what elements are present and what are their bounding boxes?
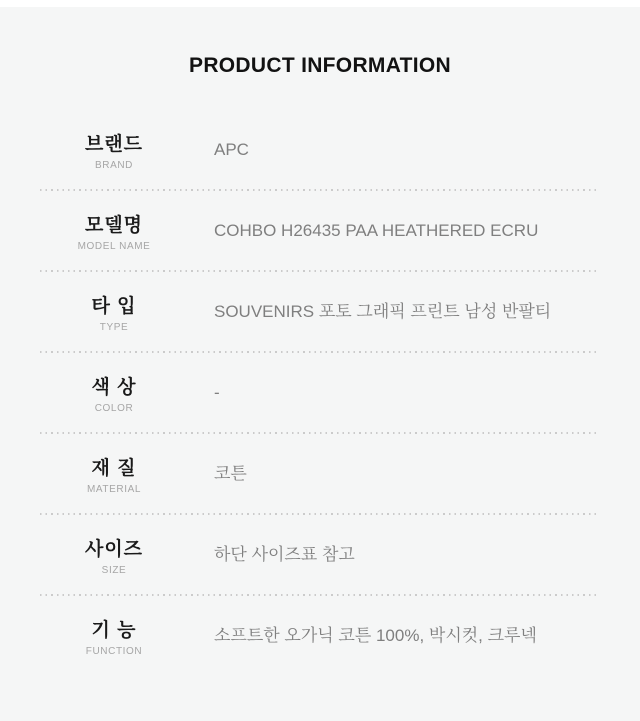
row-label-korean: 재 질 <box>91 457 137 479</box>
row-value: SOUVENIRS 포토 그래픽 프린트 남성 반팔티 <box>214 301 552 321</box>
product-info-table <box>40 110 600 675</box>
row-label-english: BRAND <box>94 159 133 171</box>
row-label-korean: 기 능 <box>91 619 137 641</box>
row-model-name <box>40 191 600 270</box>
row-label-group <box>40 453 188 495</box>
row-label-group <box>40 291 188 333</box>
page-title: PRODUCT INFORMATION <box>189 54 451 77</box>
row-value: 하단 사이즈표 참고 <box>214 544 355 564</box>
row-label-group <box>40 615 188 657</box>
row-size <box>40 515 600 594</box>
row-function <box>40 596 600 675</box>
row-value: COHBO H26435 PAA HEATHERED ECRU <box>214 220 539 240</box>
row-color <box>40 353 600 432</box>
row-label-group <box>40 534 188 576</box>
row-label-korean: 타 입 <box>91 295 137 317</box>
row-value: - <box>214 382 220 402</box>
row-label-group <box>40 129 188 171</box>
row-value: 소프트한 오가닉 코튼 100%, 박시컷, 크루넥 <box>214 625 537 645</box>
row-label-english: FUNCTION <box>85 645 143 657</box>
product-info-panel <box>0 7 640 721</box>
row-material <box>40 434 600 513</box>
row-label-korean: 색 상 <box>91 376 137 398</box>
row-brand <box>40 110 600 189</box>
row-value: APC <box>214 139 249 159</box>
row-label-korean: 브랜드 <box>84 133 144 155</box>
row-label-korean: 사이즈 <box>84 538 144 560</box>
row-label-english: MODEL NAME <box>77 240 151 252</box>
row-label-korean: 모델명 <box>84 214 144 236</box>
row-label-group <box>40 210 188 252</box>
row-label-english: COLOR <box>94 402 134 414</box>
row-label-group <box>40 372 188 414</box>
row-label-english: TYPE <box>99 321 129 333</box>
row-label-english: MATERIAL <box>86 483 142 495</box>
row-label-english: SIZE <box>101 564 127 576</box>
row-type <box>40 272 600 351</box>
row-value: 코튼 <box>214 463 247 483</box>
